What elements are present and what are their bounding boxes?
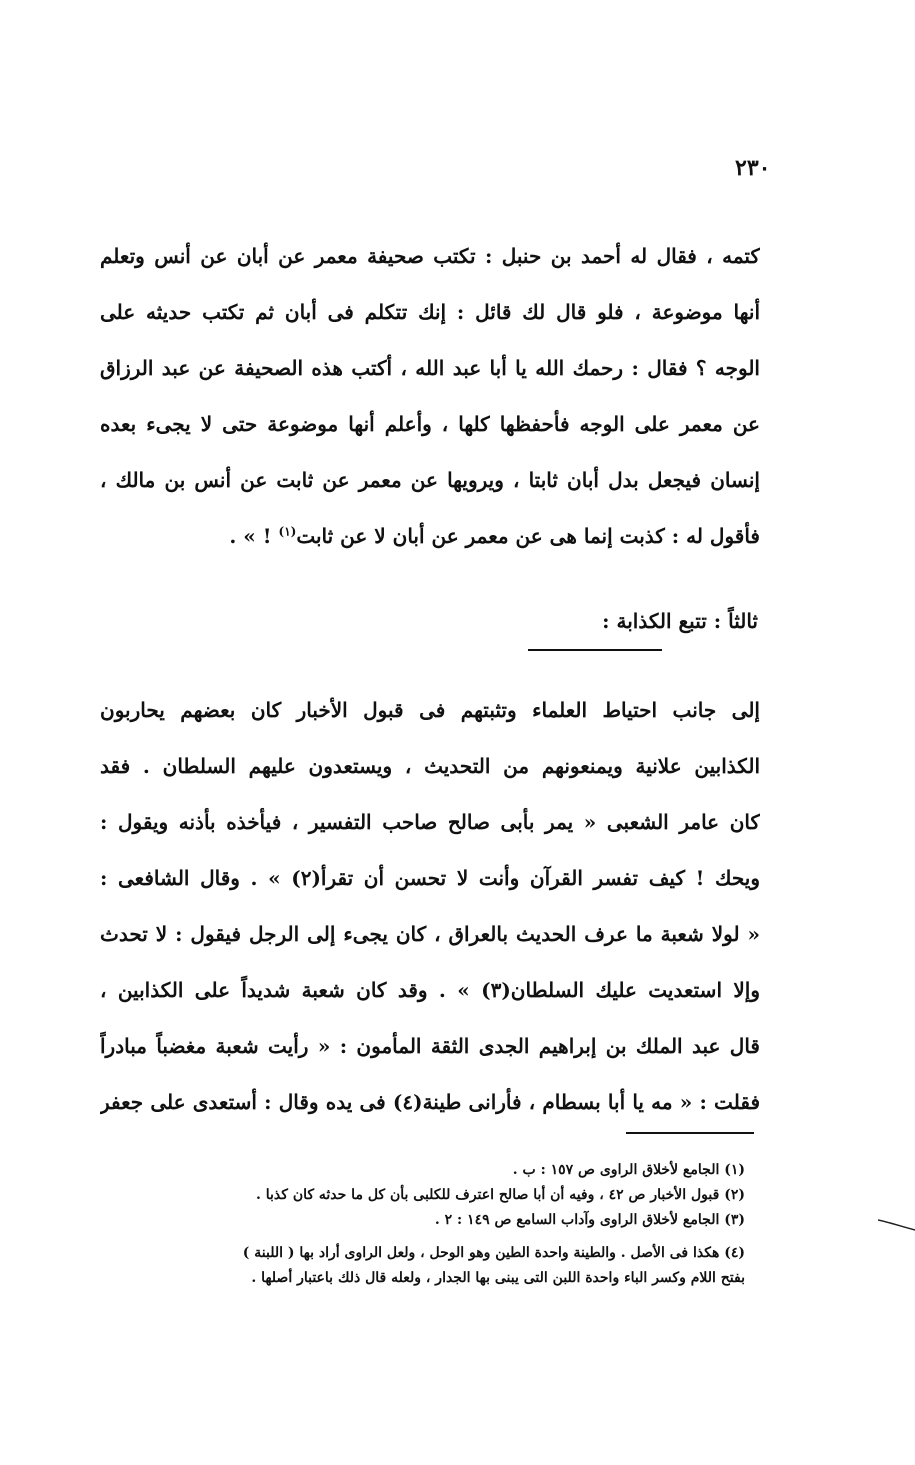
text-line-last bbox=[100, 508, 760, 564]
text-line: « لولا شعبة ما عرف الحديث بالعراق ، كان يجىء إلى الرجل فيقول : لا تحدث bbox=[100, 922, 760, 946]
text-line: كتمه ، فقال له أحمد بن حنبل : تكتب صحيفة معمر عن أبان عن أنس وتعلم bbox=[100, 244, 760, 268]
margin-scratch-mark bbox=[878, 1218, 915, 1232]
text-line: الكذابين علانية ويمنعونهم من التحديث ، ويستعدون عليهم السلطان . فقد bbox=[100, 754, 760, 778]
text-line-body: فأقول له : كذبت إنما هى عن معمر عن أبان لا عن ثابت bbox=[296, 524, 760, 548]
footnotes bbox=[145, 1158, 745, 1291]
text-line: عن معمر على الوجه فأحفظها كلها ، وأعلم أنها موضوعة حتى لا يجىء بعده bbox=[100, 412, 760, 436]
text-line: كان عامر الشعبى « يمر بأبى صالح صاحب التفسير ، فيأخذه بأذنه ويقول : bbox=[100, 810, 760, 834]
text-line: وإلا استعديت عليك السلطان(٣) » . وقد كان شعبة شديداً على الكذابين ، bbox=[100, 978, 760, 1002]
text-line: ويحك ! كيف تفسر القرآن وأنت لا تحسن أن تقرأ(٢) » . وقال الشافعى : bbox=[100, 866, 760, 890]
text-line: إلى جانب احتياط العلماء وتثبتهم فى قبول الأخبار كان بعضهم يحاربون bbox=[100, 698, 760, 722]
text-line: إنسان فيجعل بدل أبان ثابتا ، ويرويها عن معمر عن ثابت عن أنس بن مالك ، bbox=[100, 468, 760, 492]
paragraph-2 bbox=[100, 682, 760, 1130]
heading-underline bbox=[528, 649, 662, 651]
footnote-separator bbox=[626, 1132, 754, 1134]
footnote-reference: (١) bbox=[278, 524, 297, 539]
paragraph-1 bbox=[100, 228, 760, 564]
footnote-item: (٣) الجامع لأخلاق الراوى وآداب السامع ص ١٤٩ : ٢ . bbox=[434, 1212, 745, 1228]
page-number: ٢٣٠ bbox=[735, 155, 771, 181]
text-line: أنها موضوعة ، فلو قال لك قائل : إنك تتكلم فى أبان ثم تكتب حديثه على bbox=[100, 300, 760, 324]
footnote-item: (١) الجامع لأخلاق الراوى ص ١٥٧ : ب . bbox=[512, 1162, 745, 1178]
footnote-item: (٢) قبول الأخبار ص ٤٢ ، وفيه أن أبا صالح اعترف للكلبى بأن كل ما حدثه كان كذبا . bbox=[256, 1187, 745, 1203]
text-line: قال عبد الملك بن إبراهيم الجدى الثقة المأمون : « رأيت شعبة مغضباً مبادراً bbox=[100, 1034, 760, 1058]
section-heading bbox=[458, 597, 758, 647]
text-line-tail: ! » . bbox=[229, 524, 279, 548]
section-heading-label: ثالثاً : تتبع الكذابة : bbox=[602, 609, 758, 633]
text-line: الوجه ؟ فقال : رحمك الله يا أبا عبد الله ، أكتب هذه الصحيفة عن عبد الرزاق bbox=[100, 356, 760, 380]
footnote-item: (٤) هكذا فى الأصل . والطينة واحدة الطين وهو الوحل ، ولعل الراوى أراد بها ( اللبنة ) bbox=[242, 1245, 745, 1261]
footnote-item-continued: بفتح اللام وكسر الباء واحدة اللبن التى يبنى بها الجدار ، ولعله قال ذلك باعتبار أصلها . bbox=[251, 1270, 745, 1286]
text-line: فقلت : « مه يا أبا بسطام ، فأرانى طينة(٤) فى يده وقال : أستعدى على جعفر bbox=[100, 1090, 760, 1114]
